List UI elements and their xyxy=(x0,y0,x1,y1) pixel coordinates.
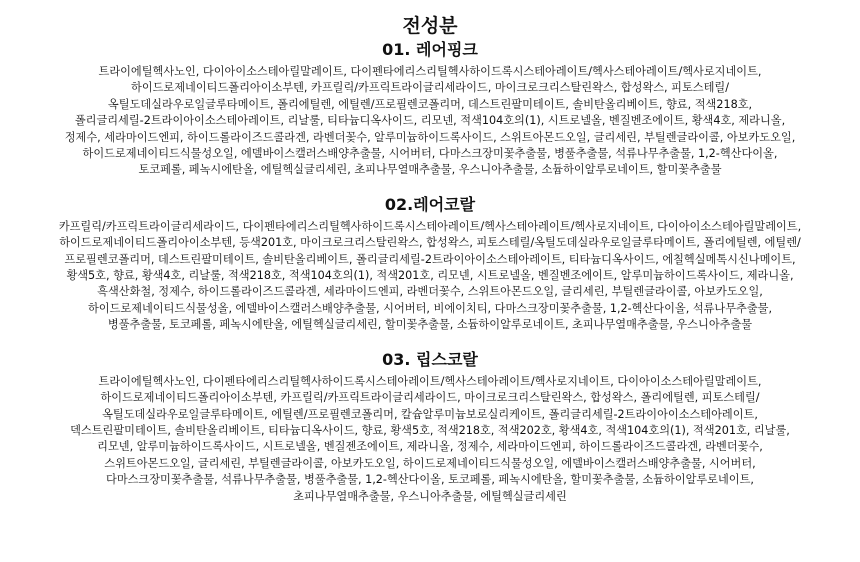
page-title: 전성분 xyxy=(402,15,458,37)
section-rare-coral xyxy=(58,195,802,334)
section-rare-pink xyxy=(58,40,802,179)
ingredient-list: 카프릴릭/카프릭트라이글리세라이드, 다이펜타에리스리틸헥사하이드록시스테아레이트/헥사스테아레이트/헥사로지네이트, 다이아이소스테아릴말레이트, 하이드로제네이티드폴리아이소부텐, 등색201호, 마이크로크리스탈린왁스, 합성왁스, 피토스테릴/옥틸도데실라우로일글루타메이트, 폴리에틸렌, 에틸렌/프로필렌코폴리머, 데스트린팔미테이트, 솔비탄올리베이트, 폴리글리세릴-2트라이아이소스테아레이트, 티타늄디옥사이드, 에칠헥실메톡시신나메이트, 황색5호, 향료, 황색4호, 리날룰, 적색218호, 적색104호의(1), 적색201호, 리모넨, 시트로넬올, 벤질벤조에이트, 알루미늄하이드록사이드, 제라니올, 흑색산화철, 정제수, 하이드롤라이즈드콜라겐, 세라마이드엔피, 라벤더꽃수, 스위트아몬드오일, 글리세린, 부틸렌글라이콜, 아보카도오일, 하이드로제네이티드식물성올, 에델바이스캘러스배양추출물, 시어버터, 비에이치티, 다마스크장미꽃추출물, 1,2-헥산다이올, 석류나무추출물, 병풀추출물, 토코페롤, 페녹시에탄올, 에틸헥실글리세린, 할미꽃추출물, 소듐하이알루로네이트, 초피나무열매추출물, 우스니아추출물 xyxy=(58,219,802,332)
section-heading: 01. 레어핑크 xyxy=(382,40,478,59)
section-heading: 03. 립스코랄 xyxy=(382,349,478,369)
section-lips-coral xyxy=(58,350,802,505)
section-heading: 02.레어코랄 xyxy=(384,194,476,214)
ingredient-list: 트라이에틸헥사노인, 다이아이소스테아릴말레이트, 다이펜타에리스리틸헥사하이드록시스테아레이트/헥사스테아레이트/헥사로지네이트, 하이드로제네이티드폴리아이소부텐, 카프릴릭/카프릭트라이글리세라이드, 마이크로크리스탈린왁스, 합성왁스, 피토스테릴/옥틸도데실라우로일글루타메이트, 폴리에틸렌, 에틸렌/프로필렌코폴리머, 데스트린팔미테이트, 솔비탄올리베이트, 향료, 적색218호, 폴리글리세릴-2트라이아이소스테아레이트, 리날룰, 티타늄디옥사이드, 리모넨, 적색104호의(1), 시트로넬올, 벤질벤조에이트, 황색4호, 제라니올, 정제수, 세라마이드엔피, 하이드롤라이즈드콜라겐, 라벤더꽃수, 알루미늄하이드록사이드, 스위트아몬드오일, 글리세린, 부틸렌글라이콜, 아보카도오일, 하이드로제네이티드식물성오일, 에델바이스캘러스배양추출물, 시어버터, 다마스크장미꽃추출물, 병풀추출물, 석류나무추출물, 1,2-헥산다이올, 토코페롤, 페녹시에탄올, 에틸헥실글리세린, 초피나무열매추출물, 우스니아추출물, 소듐하이알루로네이트, 할미꽃추출물 xyxy=(64,65,796,177)
ingredient-list: 트라이에틸헥사노인, 다이펜타에리스리틸헥사하이드록시스테아레이트/헥사스테아레이트/헥사로지네이트, 다이아이소스테아릴말레이트, 하이드로제네이티드폴리아이소부텐, 카프릴릭/카프릭트라이글리세라이드, 마이크로크리스탈린왁스, 합성왁스, 폴리에틸렌, 피토스테릴/옥틸도데실라우로일글루타메이트, 에틸렌/프로필렌코폴리머, 칼슘알루미늄보로실리케이트, 폴리글리세릴-2트라이아이소스테아레이트, 덱스트린팔미테이트, 솔비탄올리베이트, 티타늄디옥사이드, 향료, 황색5호, 적색218호, 적색202호, 황색4호, 적색104호의(1), 적색201호, 리날룰, 리모넨, 알루미늄하이드록사이드, 시트로넬올, 벤질젠조에이트, 제라니올, 정제수, 세라마이드엔피, 하이드롤라이즈드콜라겐, 라벤더꽃수, 스위트아몬드오일, 글리세린, 부틸렌글라이콜, 아보카도오일, 하이드로제네이티드식물성오일, 에델바이스캘러스배양추출물, 시어버터, 다마스크장미꽃추출물, 석류나무추출물, 병풀추출물, 1,2-헥산다이올, 토코페롤, 페녹시에탄올, 할미꽃추출물, 소듐하이알루로네이트, 초피나무열매추출물, 우스니아추출물, 에틸헥실글리세린 xyxy=(70,374,790,503)
